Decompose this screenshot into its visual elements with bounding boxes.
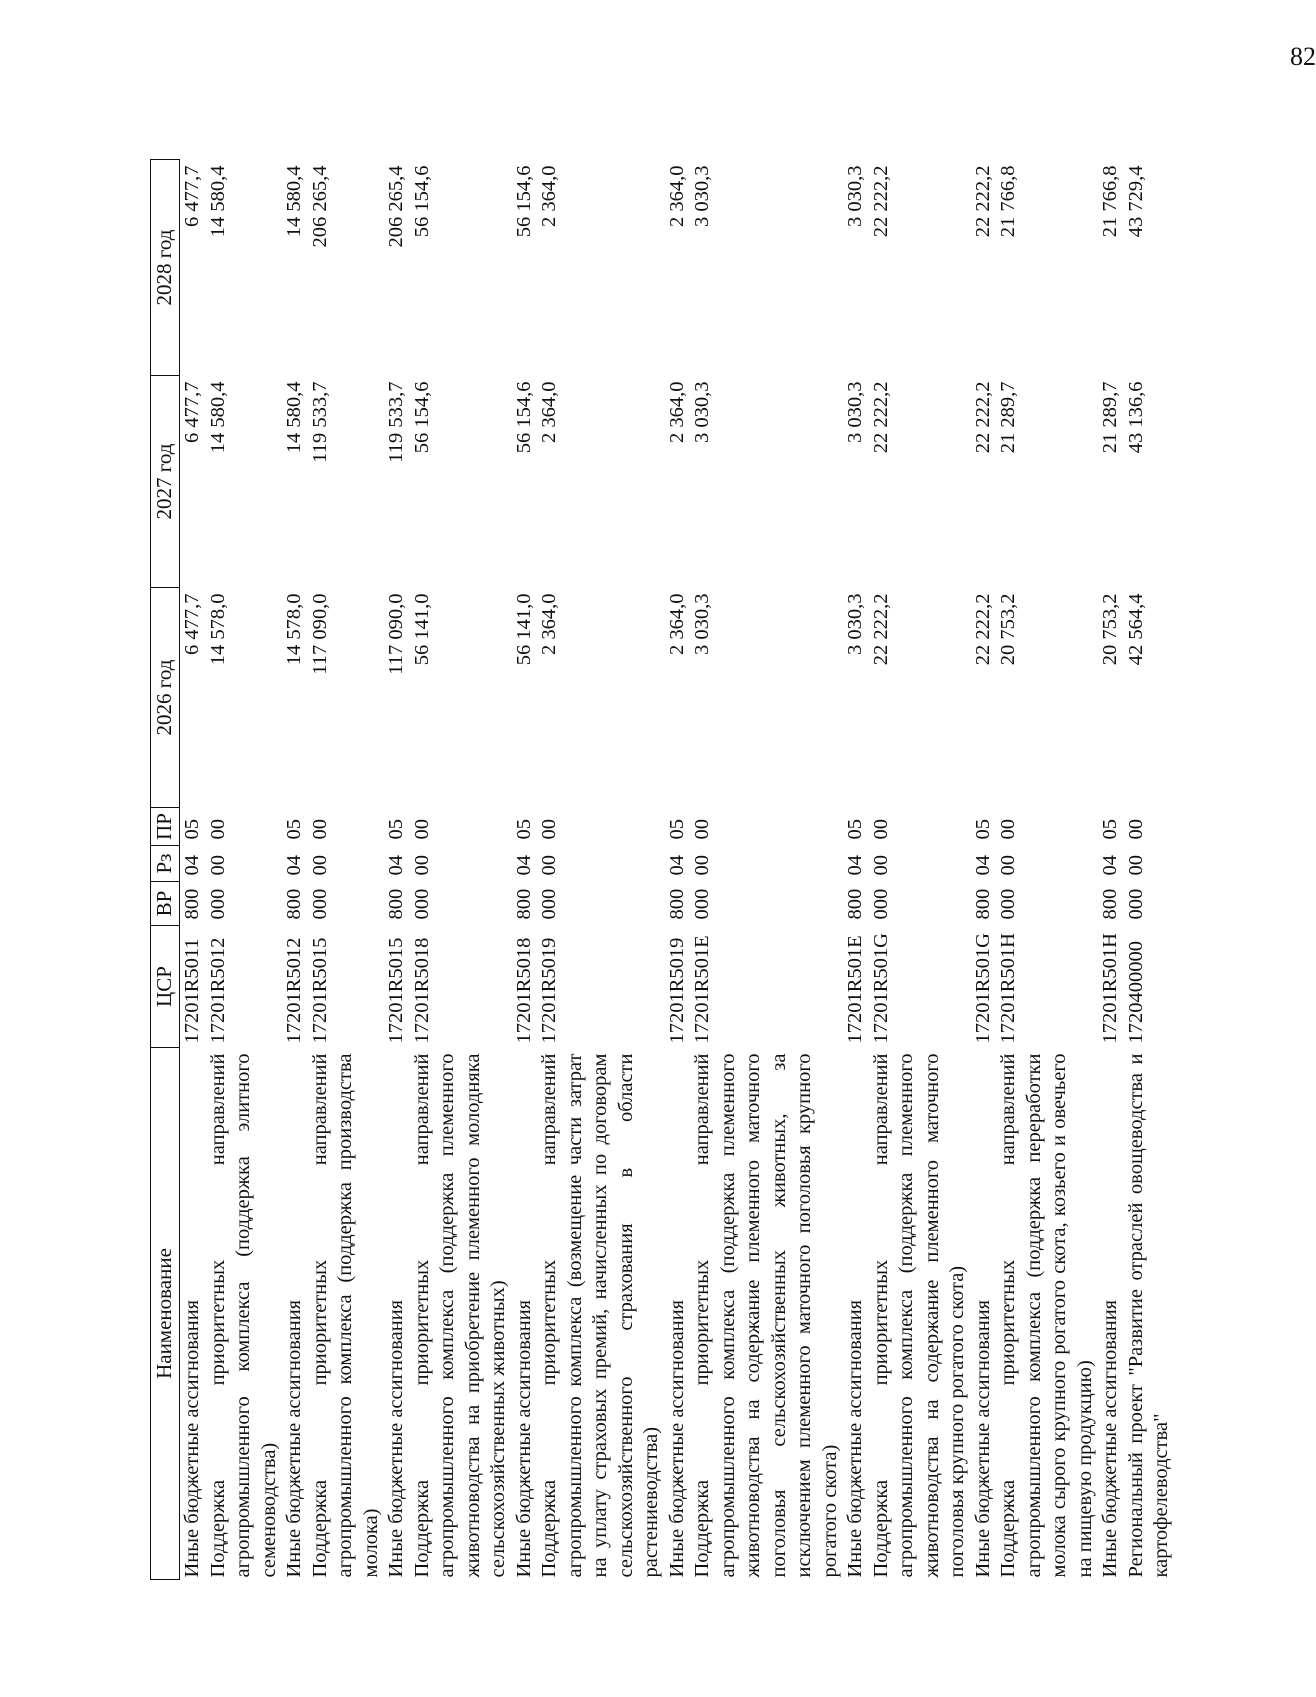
cell-2028: 6 477,7 [181,165,203,227]
table-row [180,160,206,1580]
table-row [537,160,665,1580]
cell-rz: 04 [1099,855,1121,876]
cell-vr: 000 [206,888,229,920]
cell-name: Поддержка приоритетных направлений агропромышленного комплекса (поддержка элитного семеноводства) [206,1053,280,1578]
table-row [665,160,691,1580]
cell-2028: 22 222,2 [971,165,994,238]
page-number: 82 [1290,42,1316,71]
cell-vr: 800 [385,888,407,920]
cell-csr: 17201R5015 [308,937,331,1044]
cell-2026: 2 364,0 [538,593,560,655]
cell-2026: 42 564,4 [1124,593,1147,666]
cell-2028: 22 222,2 [869,165,892,238]
cell-2026: 3 030,3 [691,593,713,655]
table-body [180,160,1175,1580]
cell-pr: 00 [538,819,560,840]
cell-rz: 00 [997,855,1019,876]
cell-2027: 119 533,7 [385,381,407,463]
cell-name: Иные бюджетные ассигнования [1099,1299,1121,1578]
cell-pr: 00 [1124,819,1147,840]
cell-2027: 3 030,3 [691,381,713,443]
cell-rz: 04 [844,855,866,876]
cell-rz: 00 [410,855,433,876]
cell-2027: 2 364,0 [538,381,560,443]
cell-csr: 17201R5012 [283,937,305,1044]
cell-rz: 04 [385,855,407,876]
cell-rz: 04 [283,855,305,876]
cell-pr: 00 [869,819,892,840]
table-row [206,160,283,1580]
cell-csr: 17201R501G [869,933,892,1044]
cell-2027: 6 477,7 [181,381,203,443]
cell-name: Иные бюджетные ассигнования [283,1299,305,1578]
header-2028: 2028 год [151,160,180,376]
cell-pr: 00 [410,819,433,840]
cell-2027: 2 364,0 [665,381,688,443]
cell-csr: 17201R501H [1099,933,1121,1044]
cell-vr: 000 [410,888,433,920]
rotated-table-area [150,160,1172,1580]
cell-2028: 14 580,4 [283,165,305,238]
cell-csr: 17201R5019 [665,937,688,1044]
cell-vr: 800 [512,888,535,920]
table-row [1124,160,1175,1580]
cell-csr: 17201R5018 [512,937,535,1044]
cell-pr: 00 [691,819,713,840]
cell-2027: 43 136,6 [1124,381,1147,454]
cell-vr: 800 [181,888,203,920]
cell-2027: 56 154,6 [512,381,535,454]
table-row [282,160,308,1580]
cell-vr: 800 [844,888,866,920]
cell-rz: 04 [181,855,203,876]
cell-rz: 00 [691,855,713,876]
cell-pr: 05 [971,819,994,840]
cell-rz: 00 [538,855,560,876]
cell-name: Иные бюджетные ассигнования [665,1299,688,1578]
header-2027: 2027 год [151,376,180,588]
cell-2027: 3 030,3 [844,381,866,443]
budget-table [150,159,1175,1580]
table-row [971,160,997,1580]
table-header-row [151,160,180,1580]
cell-rz: 04 [971,855,994,876]
cell-2028: 2 364,0 [538,165,560,227]
cell-vr: 000 [869,888,892,920]
cell-2026: 14 578,0 [206,593,229,666]
cell-vr: 800 [971,888,994,920]
cell-2027: 119 533,7 [308,381,331,463]
cell-name: Поддержка приоритетных направлений агропромышленного комплекса (поддержка племенного животноводства на приобретение племенного молодняка сельскохозяйственных животных) [410,1053,509,1578]
cell-pr: 00 [206,819,229,840]
cell-csr: 17201R501G [971,933,994,1044]
cell-2026: 20 753,2 [1099,593,1121,666]
table-row [384,160,410,1580]
table-row [308,160,385,1580]
cell-2027: 21 289,7 [997,381,1019,454]
cell-csr: 17201R5018 [410,937,433,1044]
cell-2028: 21 766,8 [1099,165,1121,238]
cell-rz: 04 [512,855,535,876]
cell-csr: 17201R501E [844,935,866,1044]
cell-name: Региональный проект "Развитие отраслей овощеводства и картофелеводства" [1124,1053,1172,1578]
cell-vr: 800 [1099,888,1121,920]
cell-name: Иные бюджетные ассигнования [971,1299,994,1578]
cell-2026: 20 753,2 [997,593,1019,666]
cell-2027: 21 289,7 [1099,381,1121,454]
cell-vr: 000 [1124,888,1147,920]
cell-csr: 17201R5019 [538,937,560,1044]
table-row [869,160,971,1580]
cell-2026: 117 090,0 [385,593,407,675]
cell-name: Поддержка приоритетных направлений агропромышленного комплекса (поддержка переработки молока сырого крупного рогатого скота, козьего и овечьего на пищевую продукцию) [997,1053,1096,1578]
cell-pr: 00 [308,819,331,840]
cell-2028: 2 364,0 [665,165,688,227]
cell-pr: 05 [385,819,407,840]
table-row [843,160,869,1580]
cell-2028: 206 265,4 [308,165,331,248]
cell-2026: 56 141,0 [410,593,433,666]
cell-name: Иные бюджетные ассигнования [844,1299,866,1578]
cell-2026: 22 222,2 [869,593,892,666]
cell-name: Поддержка приоритетных направлений агропромышленного комплекса (возмещение части затрат на уплату страховых премий, начисленных по договорам сельскохозяйственного страхования в области растениеводства) [538,1053,662,1578]
header-pr: ПР [151,808,180,846]
cell-rz: 00 [869,855,892,876]
cell-pr: 05 [1099,819,1121,840]
cell-vr: 800 [665,888,688,920]
cell-2027: 22 222,2 [869,381,892,454]
header-2026: 2026 год [151,588,180,808]
cell-2028: 14 580,4 [206,165,229,238]
cell-2027: 22 222,2 [971,381,994,454]
cell-csr: 17201R5012 [206,937,229,1044]
cell-2028: 21 766,8 [997,165,1019,238]
cell-2028: 43 729,4 [1124,165,1147,238]
header-csr: ЦСР [151,926,180,1048]
cell-name: Иные бюджетные ассигнования [385,1299,407,1578]
cell-vr: 000 [538,888,560,920]
cell-2027: 14 580,4 [206,381,229,454]
table-row [996,160,1098,1580]
cell-vr: 000 [997,888,1019,920]
cell-name: Поддержка приоритетных направлений агропромышленного комплекса (поддержка племенного животноводства на содержание племенного маточного поголовья крупного рогатого скота) [869,1053,968,1578]
header-rz: Рз [151,846,180,882]
cell-name: Иные бюджетные ассигнования [181,1299,203,1578]
cell-pr: 05 [181,819,203,840]
cell-2026: 56 141,0 [512,593,535,666]
cell-name: Поддержка приоритетных направлений агропромышленного комплекса (поддержка племенного животноводства на содержание племенного маточного поголовья сельскохозяйственных животных, за исключением племенного маточного поголовья крупного рогатого скота) [691,1053,841,1578]
header-name: Наименование [151,1048,180,1580]
cell-rz: 04 [665,855,688,876]
cell-2028: 56 154,6 [512,165,535,238]
table-row [690,160,843,1580]
cell-csr: 1720400000 [1124,941,1147,1044]
cell-pr: 05 [283,819,305,840]
cell-2028: 56 154,6 [410,165,433,238]
cell-csr: 17201R501H [997,933,1019,1044]
cell-2028: 3 030,3 [691,165,713,227]
cell-vr: 000 [308,888,331,920]
cell-2026: 14 578,0 [283,593,305,666]
table-row [410,160,512,1580]
cell-2026: 22 222,2 [971,593,994,666]
cell-2026: 6 477,7 [181,593,203,655]
cell-name: Поддержка приоритетных направлений агропромышленного комплекса (поддержка производства молока) [308,1053,382,1578]
cell-vr: 000 [691,888,713,920]
cell-2028: 206 265,4 [385,165,407,248]
cell-rz: 00 [206,855,229,876]
cell-csr: 17201R5015 [385,937,407,1044]
cell-name: Иные бюджетные ассигнования [512,1299,535,1578]
cell-rz: 00 [308,855,331,876]
cell-2028: 3 030,3 [844,165,866,227]
cell-pr: 05 [844,819,866,840]
cell-csr: 17201R501E [691,935,713,1044]
cell-vr: 800 [283,888,305,920]
cell-csr: 17201R5011 [181,938,203,1044]
table-row [512,160,538,1580]
cell-pr: 00 [997,819,1019,840]
cell-2026: 117 090,0 [308,593,331,675]
cell-rz: 00 [1124,855,1147,876]
cell-2026: 2 364,0 [665,593,688,655]
cell-2027: 56 154,6 [410,381,433,454]
cell-pr: 05 [512,819,535,840]
cell-pr: 05 [665,819,688,840]
header-vr: ВР [151,882,180,926]
cell-2027: 14 580,4 [283,381,305,454]
table-row [1098,160,1124,1580]
cell-2026: 3 030,3 [844,593,866,655]
